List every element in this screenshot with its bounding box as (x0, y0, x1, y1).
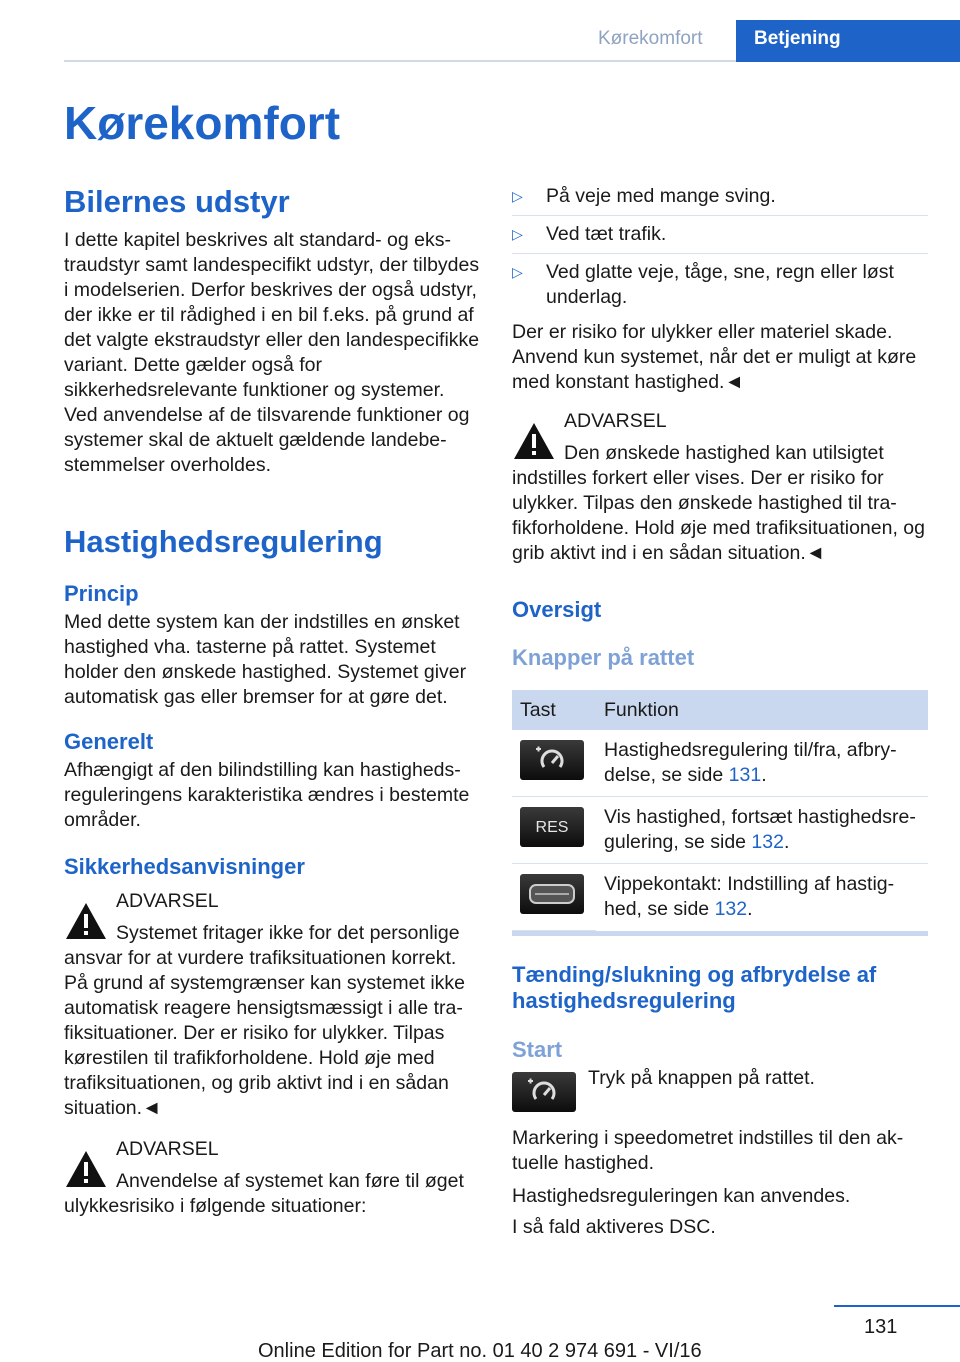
para-princip: Med dette system kan der indstilles en ønsket hastighed vha. tasterne på rattet. Systemet holder den ønskede hastighed. Systemet giver automatisk gas eller bremser for at gøre det. (64, 611, 467, 708)
heading-knapper: Knapper på rattet (512, 645, 695, 670)
situation-list (512, 184, 928, 316)
page-link-131[interactable]: 131 (728, 764, 762, 786)
triangle-bullet-icon: ▷ (512, 226, 523, 242)
warning-triangle-icon (512, 421, 556, 461)
table-header-row (512, 690, 928, 730)
header-chapter-tab[interactable]: Betjening (736, 20, 960, 62)
function-cell: Hastighedsregulering til/fra, afbrydelse, se side 131. (596, 730, 928, 797)
para-generelt: Afhængigt af den bilindstilling kan hastighedsreguleringens karakteristika ændres i bestemte områder. (64, 759, 470, 831)
warning-1-body: Systemet fritager ikke for det personlige ansvar for at vurdere trafiksituationen korrekt. På grund af systemgrænser kan systemet ikke automatisk reagere hensigtsmæssigt i alle trafiksituationer. Der er risiko for ulykker. Tilpas kørestilen til trafikforholdene. Hold øje med trafiksituationen, og grib aktivt ind i en sådan situation.◄ (64, 922, 465, 1119)
table-end-bar (512, 931, 928, 936)
warning-1 (64, 889, 480, 1121)
warning-2-body: Anvendelse af systemet kan føre til øget ulykkesrisiko i følgende situationer: (64, 1170, 464, 1217)
para-markering: Markering i speedometret indstilles til den aktuelle hastighed. (512, 1126, 904, 1174)
table-row (512, 864, 928, 931)
key-cell (512, 864, 596, 931)
start-row (512, 1066, 928, 1116)
para-start: Tryk på knappen på rattet. (588, 1066, 815, 1089)
triangle-bullet-icon: ▷ (512, 264, 523, 280)
footer-edition: Online Edition for Part no. 01 40 2 974 691 - VI/16 (258, 1340, 702, 1362)
table-row (512, 797, 928, 864)
footer-rule (834, 1305, 960, 1307)
heading-generelt: Generelt (64, 729, 154, 754)
heading-sikkerhed: Sikkerhedsanvisninger (64, 854, 305, 879)
right-column (512, 184, 928, 1240)
page-number: 131 (864, 1316, 898, 1338)
para-risk: Der er risiko for ulykker eller materiel skade. Anvend kun systemet, når det er muligt at køre med konstant hastighed.◄ (512, 321, 917, 393)
left-column (64, 184, 480, 1219)
buttons-table (512, 690, 928, 931)
warning-3 (512, 409, 928, 566)
heading-udstyr: Bilernes udstyr (64, 184, 290, 219)
warning-triangle-icon (64, 1149, 108, 1189)
heading-start: Start (512, 1036, 563, 1062)
list-item: ▷ På veje med mange sving. (512, 184, 928, 216)
function-cell: Vis hastighed, fortsæt hastighedsregulering, se side 132. (596, 797, 928, 864)
col-header-function: Funktion (596, 690, 928, 730)
header-section[interactable]: Kørekomfort (598, 28, 703, 49)
cruise-control-icon (520, 740, 584, 780)
heading-taending: Tænding/slukning og afbrydelse af hastighedsregulering (512, 961, 877, 1013)
res-button-icon: RES (520, 807, 584, 847)
para-udstyr: I dette kapitel beskrives alt standard- og ekstraudstyr samt landespecifikt udstyr, der tilbydes i modelserien. Derfor beskrives der også udstyr, der ikke er til rådighed i en bil f.eks. på grund af det valgte ekstraudstyr eller den landespecifikke variant. Dette gælder også for sikkerhedsrelevante funktioner og systemer. Ved anvendelse af de tilsvarende funktioner og systemer skal de aktuelt gældende landebestemmelser overholdes. (64, 229, 480, 476)
page-title: Kørekomfort (64, 97, 341, 149)
cruise-control-icon (512, 1072, 576, 1112)
warning-triangle-icon (64, 901, 108, 941)
warning-1-title: ADVARSEL (116, 890, 219, 912)
list-item: ▷ Ved tæt trafik. (512, 222, 928, 254)
function-cell: Vippekontakt: Indstilling af hastighed, se side 132. (604, 873, 895, 920)
warning-3-body: Den ønskede hastighed kan utilsigtet indstilles forkert eller vises. Der er risiko for ulykker. Tilpas den ønskede hastighed til trafikforholdene. Hold øje med trafiksituationen, og grib aktivt ind i en sådan situation.◄ (512, 442, 925, 564)
table-row (512, 730, 928, 797)
col-header-key: Tast (512, 690, 596, 730)
warning-2 (64, 1137, 480, 1219)
warning-2-title: ADVARSEL (116, 1138, 219, 1160)
para-anvendes: Hastighedsreguleringen kan anvendes. (512, 1184, 851, 1207)
warning-3-title: ADVARSEL (564, 410, 667, 432)
triangle-bullet-icon: ▷ (512, 188, 523, 204)
heading-oversigt: Oversigt (512, 597, 602, 622)
list-item: ▷ Ved glatte veje, tåge, sne, regn eller løst underlag. (512, 261, 894, 308)
para-dsc: I så fald aktiveres DSC. (512, 1215, 716, 1238)
heading-hastighedsregulering: Hastighedsregulering (64, 524, 383, 559)
rocker-switch-icon (520, 874, 584, 914)
page-link-132[interactable]: 132 (751, 831, 784, 853)
key-cell (512, 797, 596, 864)
heading-princip: Princip (64, 581, 139, 606)
key-cell (512, 730, 596, 797)
page-link-132b[interactable]: 132 (714, 898, 748, 920)
